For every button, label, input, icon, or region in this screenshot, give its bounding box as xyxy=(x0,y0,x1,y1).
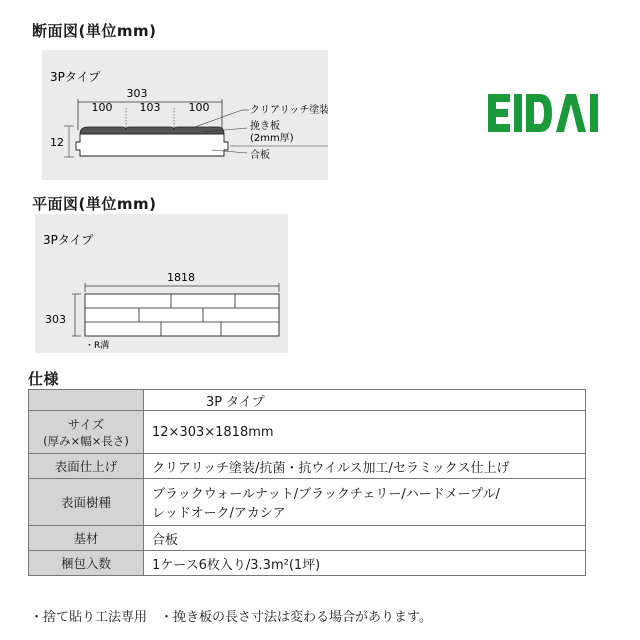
eidai-logo xyxy=(486,88,614,138)
spec-value: 1ケース6枚入り/3.3m²(1坪) xyxy=(144,551,586,576)
spec-label: 表面樹種 xyxy=(29,479,144,526)
cross-type-label: 3Pタイプ xyxy=(50,70,101,84)
thickness-label: 12 xyxy=(50,136,64,149)
spec-label: サイズ (厚み×幅×長さ) xyxy=(29,411,144,454)
base-label: 合板 xyxy=(250,150,270,161)
spec-value: クリアリッチ塗装/抗菌・抗ウイルス加工/セラミックス仕上げ xyxy=(144,454,586,479)
segment-width-1: 100 xyxy=(91,101,113,114)
segment-width-3: 100 xyxy=(188,101,210,114)
length-label: 1818 xyxy=(167,271,195,284)
spec-label: 梱包入数 xyxy=(29,551,144,576)
spec-row-base xyxy=(29,526,586,551)
eidai-logo-mark xyxy=(486,88,614,138)
plan-type-label: 3Pタイプ xyxy=(43,233,94,247)
spec-row-species xyxy=(29,479,586,526)
plan-view-panel xyxy=(35,214,288,353)
spec-header-key xyxy=(29,390,144,411)
spec-table xyxy=(28,389,586,576)
spec-value: ブラックウォールナット/ブラックチェリー/ハードメープル/ レッドオーク/アカシア xyxy=(144,479,586,526)
spec-value: 合板 xyxy=(144,526,586,551)
spec-label: 基材 xyxy=(29,526,144,551)
plan-view-diagram xyxy=(35,214,288,353)
spec-label: 表面仕上げ xyxy=(29,454,144,479)
veneer-label-line2: (2mm厚) xyxy=(250,133,294,144)
veneer-label-line1: 挽き板 xyxy=(250,121,280,132)
spec-header-row xyxy=(29,390,586,411)
groove-note: ・R溝 xyxy=(85,341,110,351)
plan-view-title: 平面図(単位mm) xyxy=(32,195,157,213)
spec-header-value: 3P タイプ xyxy=(144,390,586,411)
cross-section-panel xyxy=(42,50,328,180)
footnote: ・捨て貼り工法専用 ・挽き板の長さ寸法は変わる場合があります。 xyxy=(30,610,432,625)
floor-board xyxy=(85,294,279,336)
coating-label: クリアリッチ塗装 xyxy=(250,105,328,116)
plywood-base xyxy=(76,134,228,156)
cross-section-diagram xyxy=(42,50,328,180)
segment-width-2: 103 xyxy=(139,101,161,114)
spec-row-size xyxy=(29,411,586,454)
spec-row-finish xyxy=(29,454,586,479)
width-label: 303 xyxy=(45,313,66,326)
cross-section-title: 断面図(単位mm) xyxy=(32,22,157,40)
spec-title: 仕様 xyxy=(28,370,60,388)
spec-value: 12×303×1818mm xyxy=(144,411,586,454)
spec-row-packing xyxy=(29,551,586,576)
total-width-label: 303 xyxy=(126,87,148,100)
veneer-layer xyxy=(80,127,224,134)
